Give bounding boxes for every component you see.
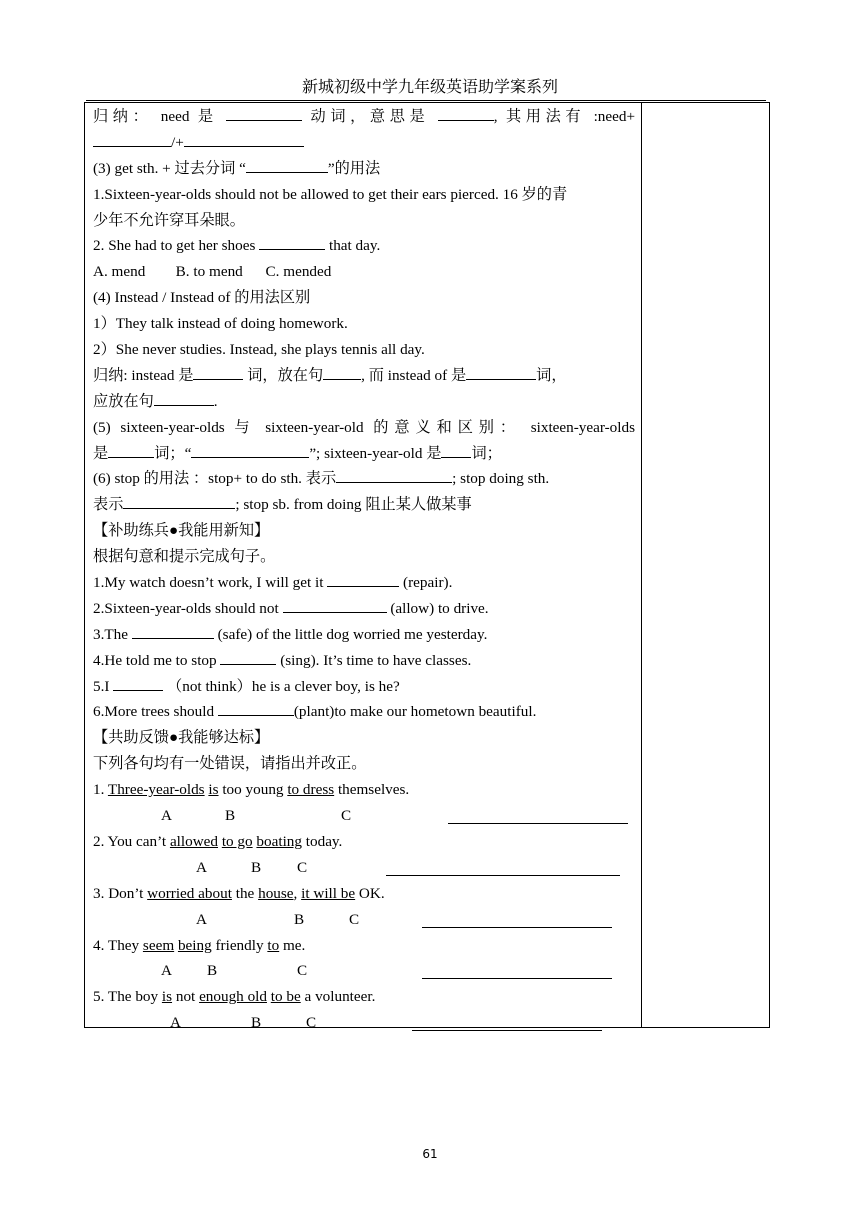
text-segment: 是 xyxy=(93,444,109,462)
example-sentence: 1.Sixteen-year-olds should not be allowed to get their ears pierced. 16 岁的青 xyxy=(93,185,568,203)
text-segment: to go xyxy=(221,832,253,850)
text-segment: being xyxy=(177,936,212,954)
text-segment: allowed xyxy=(169,832,219,850)
answer-blank[interactable] xyxy=(193,365,243,380)
text-segment: ”; sixteen-year-old 是 xyxy=(309,444,442,462)
answer-blank[interactable] xyxy=(184,132,304,147)
option-a-label: A xyxy=(196,858,207,876)
text-segment: 词； xyxy=(471,444,502,462)
option-b-label: B xyxy=(294,910,305,928)
text-segment: 动词，意思是 xyxy=(310,108,430,125)
option-a-label: A xyxy=(170,1014,181,1032)
text-segment: (3) get sth. + 过去分词 “ xyxy=(93,159,246,177)
text-segment: , 其用法有 :need+ xyxy=(493,108,635,125)
text-segment: (allow) to drive. xyxy=(386,599,489,617)
answer-blank[interactable] xyxy=(220,650,276,665)
example-sentence: 1）They talk instead of doing homework. xyxy=(93,315,348,333)
feedback-instructions: 下列各句均有一处错误，请指出并改正。 xyxy=(93,755,367,773)
answer-blank[interactable] xyxy=(108,443,154,458)
option-a-label: A xyxy=(161,962,172,980)
practice-instructions: 根据句意和提示完成句子。 xyxy=(93,548,276,566)
worksheet-content xyxy=(93,104,635,1036)
practice-item xyxy=(93,570,635,596)
section-3-heading xyxy=(93,156,635,182)
text-segment: seem xyxy=(142,936,175,954)
text-segment: worried about xyxy=(147,884,232,902)
text-segment: is xyxy=(208,781,219,799)
text-segment: 归纳: instead 是 xyxy=(93,366,194,384)
answer-blank[interactable] xyxy=(93,132,171,147)
text-segment: (safe) of the little dog worried me yesterday. xyxy=(213,625,488,643)
answer-blank[interactable] xyxy=(259,235,325,250)
text-segment: 3.The xyxy=(93,625,129,643)
text-segment: 3. Don’t xyxy=(93,884,148,902)
answer-blank[interactable] xyxy=(132,624,214,639)
correction-blank[interactable] xyxy=(422,927,612,928)
practice-item xyxy=(93,596,635,622)
section-5-heading: (5) sixteen-year-olds 与 sixteen-year-old 的意义和区别： sixteen-year-olds xyxy=(93,418,635,436)
text-segment: 2.Sixteen-year-olds should not xyxy=(93,599,279,617)
text-segment: . xyxy=(213,392,218,410)
option-b-label: B xyxy=(225,807,236,825)
text-segment: it will be xyxy=(301,884,356,902)
option-c-label: C xyxy=(297,962,308,980)
summary-need-line xyxy=(93,104,635,130)
section-4-heading: (4) Instead / Instead of 的用法区别 xyxy=(93,289,311,307)
option-c-label: C xyxy=(349,910,360,928)
option-c-label: C xyxy=(297,858,308,876)
answer-blank[interactable] xyxy=(283,598,387,613)
text-segment: (sing). It’s time to have classes. xyxy=(276,651,472,669)
error-item-sentence xyxy=(93,881,635,907)
answer-blank[interactable] xyxy=(441,443,471,458)
section-6-heading xyxy=(93,466,635,492)
error-item-sentence xyxy=(93,777,635,803)
section-6-line-2 xyxy=(93,492,635,518)
answer-blank[interactable] xyxy=(336,468,452,483)
text-segment: 词；“ xyxy=(154,444,192,462)
option-b-label: B xyxy=(251,1014,262,1032)
text-segment: ; stop doing sth. xyxy=(452,470,550,488)
option-c-label: C xyxy=(306,1014,317,1032)
text-segment: 5.I xyxy=(93,677,110,695)
answer-blank[interactable] xyxy=(323,365,361,380)
answer-blank[interactable] xyxy=(191,443,309,458)
options-line: A. mend B. to mend C. mended xyxy=(93,263,332,281)
text-segment: too young xyxy=(218,781,288,799)
text-segment: ”的用法 xyxy=(327,159,381,177)
error-item-options xyxy=(93,855,635,881)
example-sentence: 2）She never studies. Instead, she plays tennis all day. xyxy=(93,341,425,359)
text-segment: OK. xyxy=(355,884,385,902)
example-translation: 少年不允许穿耳朵眼。 xyxy=(93,211,245,229)
answer-blank[interactable] xyxy=(123,494,235,509)
answer-blank[interactable] xyxy=(466,365,536,380)
error-item-options xyxy=(93,803,635,829)
error-item-options xyxy=(93,958,635,984)
correction-blank[interactable] xyxy=(448,823,628,824)
text-segment: 2. You can’t xyxy=(93,832,170,850)
page-number: 61 xyxy=(422,1147,438,1161)
error-item-options xyxy=(93,907,635,933)
error-item-sentence xyxy=(93,829,635,855)
section-5-line-2 xyxy=(93,441,635,467)
option-b-label: B xyxy=(251,858,262,876)
error-item-sentence xyxy=(93,984,635,1010)
text-segment: 归纳： need 是 xyxy=(93,108,218,125)
text-segment: (plant)to make our hometown beautiful. xyxy=(293,703,537,721)
text-segment: friendly xyxy=(211,936,268,954)
text-segment: the xyxy=(231,884,259,902)
practice-item xyxy=(93,622,635,648)
summary-instead-line xyxy=(93,363,635,389)
text-segment: a volunteer. xyxy=(300,988,376,1006)
text-segment: 1.My watch doesn’t work, I will get it xyxy=(93,574,324,592)
summary-instead-line-2 xyxy=(93,389,635,415)
answer-blank[interactable] xyxy=(218,701,294,716)
correction-blank[interactable] xyxy=(422,978,612,979)
option-c-label: C xyxy=(341,807,352,825)
text-segment: 1. xyxy=(93,781,108,799)
text-segment: (6) stop 的用法 ：stop+ to do sth. 表示 xyxy=(93,470,337,488)
option-a-label: A xyxy=(196,910,207,928)
notes-column-divider xyxy=(641,102,642,1028)
feedback-section-title: 【共助反馈●我能够达标】 xyxy=(93,729,270,747)
answer-blank[interactable] xyxy=(327,572,399,587)
text-segment: to dress xyxy=(287,781,335,799)
text-segment: today. xyxy=(301,832,343,850)
text-segment: 词， xyxy=(536,366,567,384)
text-segment: 5. The boy xyxy=(93,988,162,1006)
text-segment: enough old xyxy=(199,988,267,1006)
practice-item xyxy=(93,699,635,725)
text-segment: to xyxy=(267,936,280,954)
practice-section-title: 【补助练兵●我能用新知】 xyxy=(93,522,270,540)
text-segment: , xyxy=(293,884,302,902)
header-rule xyxy=(86,100,766,101)
text-segment: themselves. xyxy=(334,781,410,799)
option-a-label: A xyxy=(161,807,172,825)
text-segment: 4. They xyxy=(93,936,143,954)
text-segment: boating xyxy=(256,832,302,850)
text-segment: 2. She had to get her shoes xyxy=(93,237,256,255)
answer-blank[interactable] xyxy=(438,106,494,121)
correction-blank[interactable] xyxy=(412,1030,602,1031)
text-segment: Three-year-olds xyxy=(107,781,205,799)
text-segment: （not think）he is a clever boy, is he? xyxy=(163,677,400,695)
error-item-options xyxy=(93,1010,635,1036)
error-item-sentence xyxy=(93,933,635,959)
text-segment: house xyxy=(258,884,294,902)
option-b-label: B xyxy=(207,962,218,980)
text-segment: , 而 instead of 是 xyxy=(361,366,467,384)
summary-need-line-2 xyxy=(93,130,635,156)
text-segment: (repair). xyxy=(399,574,453,592)
question-line xyxy=(93,233,635,259)
text-segment: 表示 xyxy=(93,496,124,514)
text-segment: ; stop sb. from doing 阻止某人做某事 xyxy=(235,496,472,514)
text-segment: 6.More trees should xyxy=(93,703,215,721)
text-segment: /+ xyxy=(171,133,184,151)
text-segment: 应放在句 xyxy=(93,392,154,410)
text-segment: is xyxy=(161,988,173,1006)
text-segment: that day. xyxy=(325,237,381,255)
answer-blank[interactable] xyxy=(113,676,163,691)
text-segment: to be xyxy=(270,988,301,1006)
text-segment: not xyxy=(172,988,200,1006)
practice-item xyxy=(93,648,635,674)
text-segment: 词，放在句 xyxy=(243,366,324,384)
answer-blank[interactable] xyxy=(154,391,214,406)
text-segment: 4.He told me to stop xyxy=(93,651,217,669)
answer-blank[interactable] xyxy=(246,158,328,173)
practice-item xyxy=(93,674,635,700)
correction-blank[interactable] xyxy=(386,875,620,876)
text-segment: me. xyxy=(279,936,306,954)
answer-blank[interactable] xyxy=(226,106,302,121)
page-header-title: 新城初级中学九年级英语助学案系列 xyxy=(301,77,558,96)
